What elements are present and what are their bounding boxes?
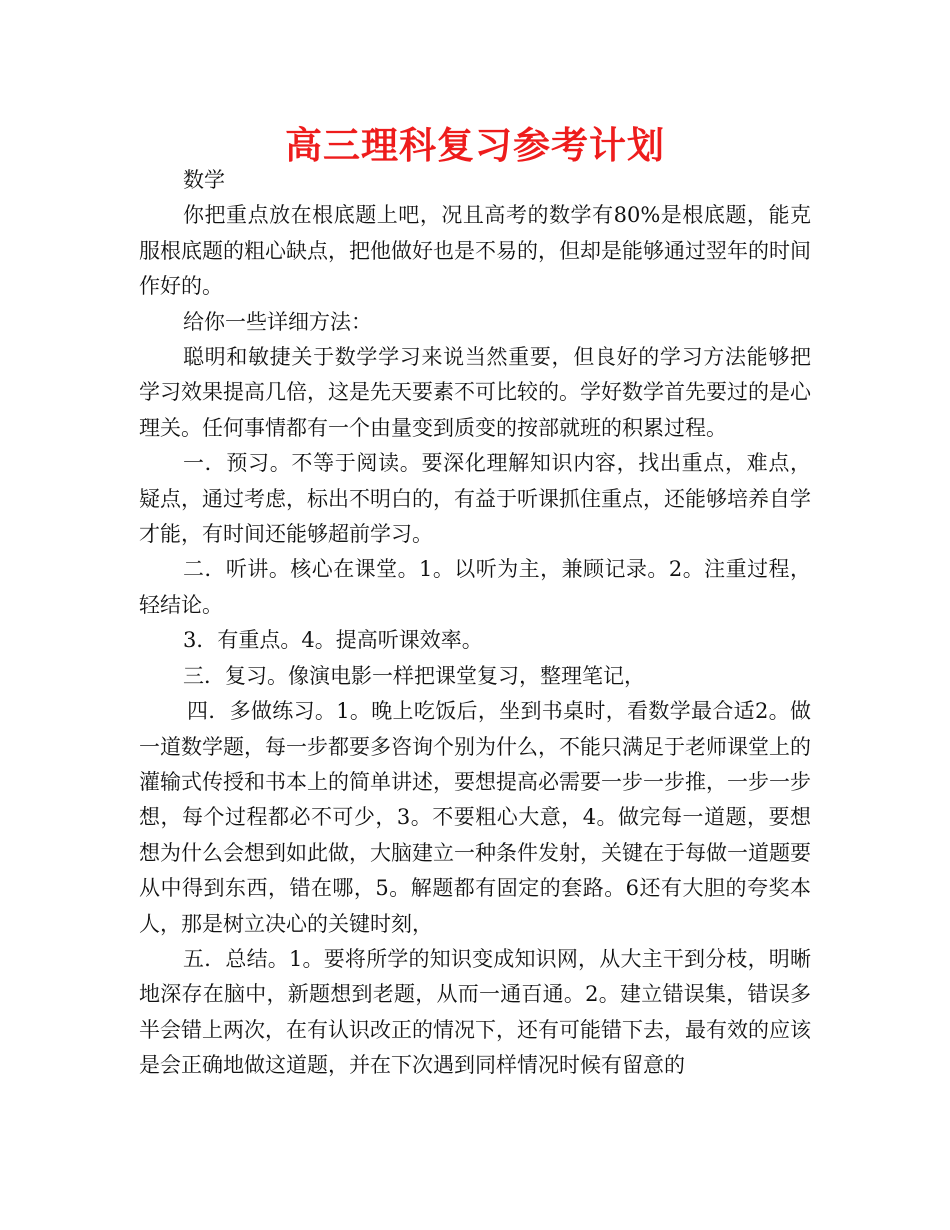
paragraph-step-practice: 四．多做练习。1。晚上吃饭后，坐到书桌时，看数学最合适2。做一道数学题，每一步都要多咨询个别为什么，不能只满足于老师课堂上的灌输式传授和书本上的简单讲述，要想提高必需要一步一步推，一步一步想，每个过程都必不可少，3。不要粗心大意，4。做完每一道题，要想想为什么会想到如此做，大脑建立一种条件发射，关键在于每做一道题要从中得到东西，错在哪，5。解题都有固定的套路。6还有大胆的夸奖本人，那是树立决心的关键时刻， — [139, 699, 811, 936]
paragraph-learning-methods: 聪明和敏捷关于数学学习来说当然重要，但良好的学习方法能够把学习效果提高几倍，这是先天要素不可比较的。学好数学首先要过的是心理关。任何事情都有一个由量变到质变的按部就班的积累过程。 — [139, 345, 811, 440]
paragraph-methods-lead: 给你一些详细方法： — [183, 309, 372, 334]
paragraph-step-preview: 一．预习。不等于阅读。要深化理解知识内容，找出重点，难点，疑点，通过考虑，标出不明白的，有益于听课抓住重点，还能够培养自学才能，有时间还能够超前学习。 — [139, 451, 811, 547]
section-heading-math: 数学 — [183, 168, 225, 192]
document-title: 高三理科复习参考计划 — [285, 124, 665, 167]
paragraph-step-listen-cont: 3．有重点。4。提高听课效率。 — [183, 628, 483, 653]
paragraph-step-summary: 五．总结。1。要将所学的知识变成知识网，从大主干到分枝，明晰地深存在脑中，新题想到老题，从而一通百通。2。建立错误集，错误多半会错上两次，在有认识改正的情况下，还有可能错下去，最有效的应该是会正确地做这道题，并在下次遇到同样情况时候有留意的 — [139, 946, 811, 1078]
paragraph-step-listen: 二．听讲。核心在课堂。1。以听为主，兼顾记录。2。注重过程，轻结论。 — [139, 557, 811, 617]
paragraph-step-review: 三．复习。像演电影一样把课堂复习，整理笔记， — [183, 663, 645, 688]
paragraph-intro: 你把重点放在根底题上吧，况且高考的数学有80%是根底题，能克服根底题的粗心缺点，把他做好也是不易的，但却是能够通过翌年的时间作好的。 — [139, 203, 811, 299]
document-body — [139, 163, 811, 1084]
